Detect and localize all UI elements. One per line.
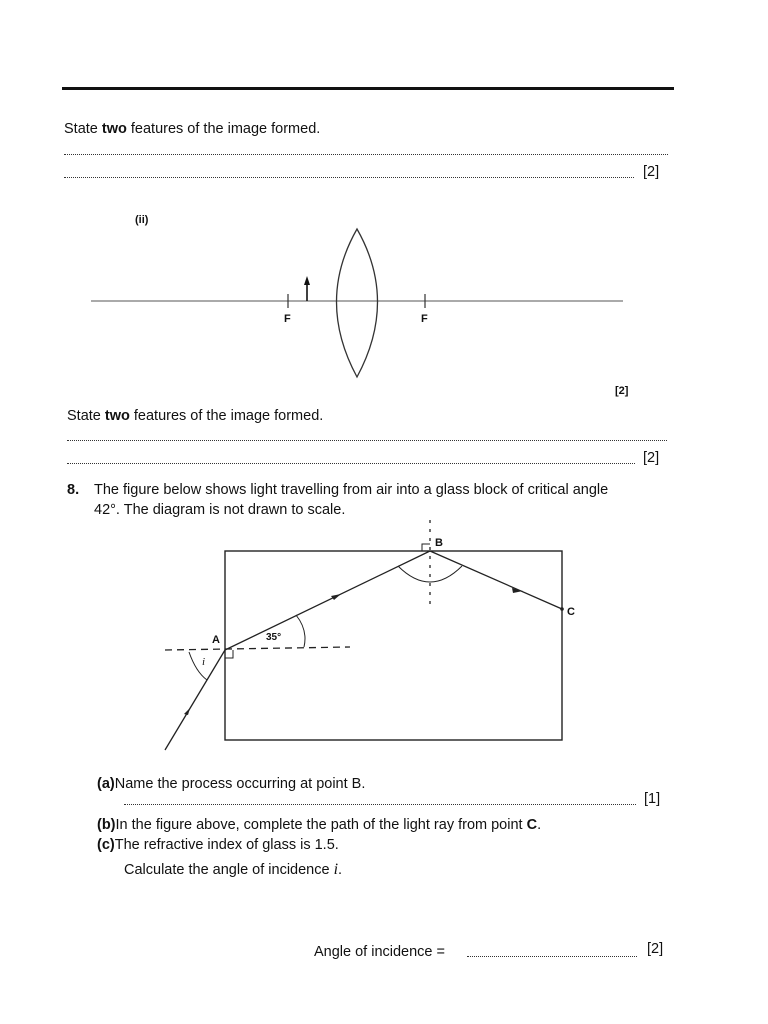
prompt-text: features of the image formed. bbox=[129, 408, 324, 424]
subquestion-c-calc bbox=[124, 861, 342, 879]
refracted-ray bbox=[225, 551, 430, 650]
reflected-ray bbox=[430, 551, 562, 609]
subquestion-text: . bbox=[537, 817, 542, 833]
answer-label: Angle of incidence = bbox=[314, 944, 445, 960]
subquestion-bold: C bbox=[526, 817, 538, 833]
right-angle-a bbox=[225, 650, 233, 658]
right-angle-b bbox=[422, 544, 430, 551]
angle-label-35: 35° bbox=[266, 632, 282, 643]
answer-line[interactable] bbox=[467, 956, 637, 957]
diagram-marks: [2] bbox=[615, 385, 629, 397]
part-label: (ii) bbox=[135, 214, 149, 226]
focal-label-right: F bbox=[421, 313, 428, 325]
question-number: 8. bbox=[67, 482, 80, 498]
subquestion-c bbox=[97, 837, 339, 853]
subquestion-text: In the figure above, complete the path of the light ray from point bbox=[115, 817, 527, 833]
label-a: A bbox=[212, 634, 220, 646]
point-c bbox=[560, 607, 564, 611]
prompt-bold: two bbox=[104, 408, 130, 424]
normal-at-a bbox=[165, 647, 350, 650]
subquestion-letter: (c) bbox=[97, 837, 115, 853]
subquestion-letter: (a) bbox=[97, 776, 115, 792]
prompt-text: features of the image formed. bbox=[126, 121, 321, 137]
angle-label-i: i bbox=[202, 656, 206, 668]
prompt-text: State bbox=[67, 408, 105, 424]
subquestion-a bbox=[97, 776, 365, 792]
marks-badge: [2] bbox=[643, 450, 660, 466]
prompt-text: State bbox=[64, 121, 102, 137]
prompt-bold: two bbox=[101, 121, 127, 137]
question-intro-line1: The figure below shows light travelling from air into a glass block of critical angle bbox=[94, 482, 609, 498]
question-intro-line2: 42°. The diagram is not drawn to scale. bbox=[94, 502, 346, 518]
marks-badge: [1] bbox=[644, 791, 661, 807]
subquestion-letter: (b) bbox=[97, 817, 116, 833]
focal-label-left: F bbox=[284, 313, 291, 325]
subquestion-text: . bbox=[338, 862, 343, 878]
marks-badge: [2] bbox=[647, 941, 664, 957]
subquestion-b bbox=[97, 817, 541, 833]
answer-line[interactable] bbox=[124, 804, 636, 805]
ray-arrow bbox=[184, 708, 190, 715]
subquestion-text: The refractive index of glass is 1.5. bbox=[114, 837, 339, 853]
subquestion-text: Calculate the angle of incidence bbox=[124, 862, 334, 878]
marks-badge: [2] bbox=[643, 164, 660, 180]
angle-arc-35 bbox=[296, 615, 305, 647]
label-b: B bbox=[435, 537, 443, 549]
label-c: C bbox=[567, 606, 575, 618]
subquestion-text: Name the process occurring at point B. bbox=[114, 776, 366, 792]
ray-arrow bbox=[331, 594, 341, 600]
variable-i: i bbox=[333, 861, 339, 878]
glass-block bbox=[225, 551, 562, 740]
